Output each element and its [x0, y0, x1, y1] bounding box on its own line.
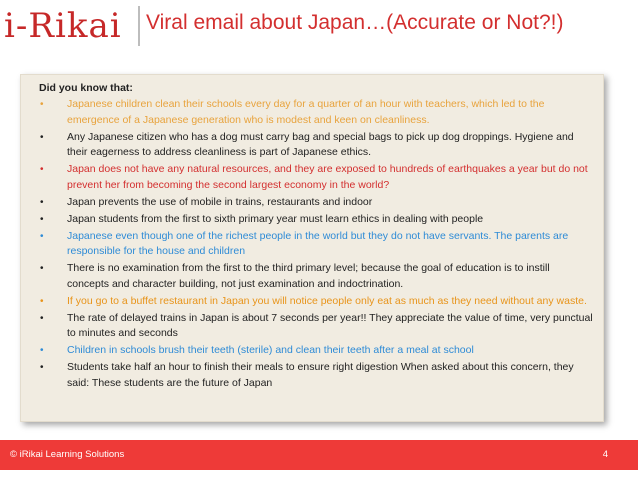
fact-text: Japan students from the first to sixth primary year must learn ethics in dealing with people: [67, 212, 484, 225]
bullet-icon: •: [40, 295, 44, 307]
fact-text: Any Japanese citizen who has a dog must carry bag and special bags to pick up dog droppings. Hygiene and their eagerness to address cleanliness is part of Japanese ethics.: [67, 130, 574, 158]
fact-text: There is no examination from the first to the third primary level; because the goal of education is to instill concepts and character building, not just examination and indoctrination.: [67, 262, 550, 290]
fact-item: [33, 195, 593, 211]
bullet-icon: •: [40, 345, 44, 356]
logo-wordmark: i-Rikai: [4, 6, 122, 46]
fact-item: [33, 97, 593, 128]
bullet-icon: •: [40, 362, 44, 373]
logo-divider: [138, 6, 140, 46]
fact-item: [33, 229, 593, 260]
footer-bar: [0, 440, 638, 470]
fact-text: Japanese children clean their schools every day for a quarter of an hour with teachers, which led to the emergence of a Japanese generation who is modest and keen on cleanliness.: [67, 98, 545, 126]
bullet-icon: •: [40, 164, 44, 175]
logo: [4, 4, 134, 48]
content-box: [20, 74, 604, 422]
fact-item: [33, 294, 593, 310]
bullet-icon: •: [40, 213, 44, 225]
fact-text: Japan does not have any natural resources, and they are exposed to hundreds of earthquakes a year but do not prevent her from becoming the second largest economy in the world?: [67, 163, 588, 191]
fact-text: If you go to a buffet restaurant in Japan you will notice people only eat as much as they need without any waste.: [67, 294, 587, 307]
fact-text: Japan prevents the use of mobile in trains, restaurants and indoor: [67, 195, 373, 208]
fact-item: [33, 212, 593, 228]
fact-item: [33, 130, 593, 161]
slide-title: Viral email about Japan…(Accurate or Not?!): [146, 11, 564, 34]
fact-text: Japanese even though one of the richest people in the world but they do not have servants. The parents are responsible for the house and children: [67, 229, 569, 257]
bullet-icon: •: [40, 312, 44, 324]
fact-text: Students take half an hour to finish their meals to ensure right digestion When asked about this concern, they said: These students are the future of Japan: [67, 361, 574, 389]
bullet-icon: •: [40, 131, 44, 143]
fact-item: [33, 343, 593, 359]
bullet-icon: •: [40, 99, 44, 110]
bullet-icon: •: [40, 230, 44, 242]
facts-list: [33, 97, 593, 391]
bullet-icon: •: [40, 263, 44, 274]
fact-item: [33, 261, 593, 292]
intro-text: Did you know that:: [39, 82, 133, 94]
fact-item: [33, 162, 593, 193]
fact-text: Children in schools brush their teeth (sterile) and clean their teeth after a meal at school: [67, 344, 474, 356]
footer-copyright: © iRikai Learning Solutions: [10, 449, 125, 460]
page-number: 4: [602, 449, 608, 460]
bullet-icon: •: [40, 196, 44, 208]
fact-item: [33, 311, 593, 342]
fact-text: The rate of delayed trains in Japan is about 7 seconds per year!! They appreciate the value of time, very punctual to minutes and seconds: [67, 311, 593, 339]
fact-item: [33, 360, 593, 391]
